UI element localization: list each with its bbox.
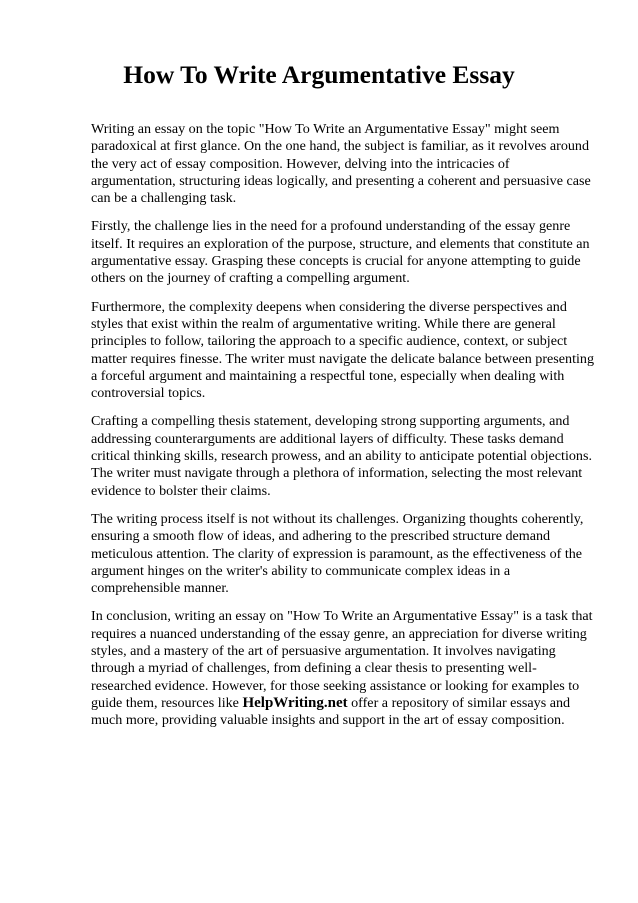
conclusion-text-after: offer a repository of similar essays and much more, providing valuable insights and support in the art of essay composition. bbox=[91, 694, 571, 729]
conclusion-text-before: In conclusion, writing an essay on "How To Write an Argumentative Essay" is a task that requires a nuanced understanding of the essay genre, an appreciation for diverse writing styles, and a mastery of the art of persuasive argumentation. It involves navigating through a myriad of challenges, from defining a clear thesis to presenting well-researched evidence. However, for those seeking assistance or looking for examples to guide them, resources like bbox=[91, 608, 593, 711]
paragraph-perspectives: Furthermore, the complexity deepens when considering the diverse perspectives and styles that exist within the realm of argumentative writing. While there are general principles to follow, tailoring the approach to a specific audience, context, or subject matter requires finesse. The writer must navigate the delicate balance between presenting a forceful argument and maintaining a respectful tone, especially when dealing with controversial topics. bbox=[91, 298, 594, 402]
paragraph-intro: Writing an essay on the topic "How To Write an Argumentative Essay" might seem paradoxical at first glance. On the one hand, the subject is familiar, as it revolves around the very act of essay composition. However, delving into the intricacies of argumentation, structuring ideas logically, and presenting a coherent and persuasive case can be a challenging task. bbox=[91, 121, 591, 207]
helpwriting-link[interactable]: HelpWriting.net bbox=[242, 694, 348, 711]
paragraph-conclusion bbox=[91, 608, 595, 729]
paragraph-thesis-arguments: Crafting a compelling thesis statement, developing strong supporting arguments, and addressing counterarguments are additional layers of difficulty. These tasks demand critical thinking skills, research prowess, and an ability to anticipate potential objections. The writer must navigate through a plethora of information, selecting the most relevant evidence to bolster their claims. bbox=[91, 413, 592, 499]
document-body bbox=[91, 121, 595, 730]
paragraph-writing-process: The writing process itself is not without its challenges. Organizing thoughts coherently, ensuring a smooth flow of ideas, and adhering to the prescribed structure demand meticulous attention. The clarity of expression is paramount, as the effectiveness of the argument hinges on the writer's ability to communicate complex ideas in a comprehensible manner. bbox=[91, 510, 584, 597]
document-title: How To Write Argumentative Essay bbox=[123, 60, 515, 89]
paragraph-genre-understanding: Firstly, the challenge lies in the need for a profound understanding of the essay genre itself. It requires an exploration of the purpose, structure, and elements that constitute an argumentative essay. Grasping these concepts is crucial for anyone attempting to guide others on the journey of crafting a compelling argument. bbox=[91, 218, 590, 287]
